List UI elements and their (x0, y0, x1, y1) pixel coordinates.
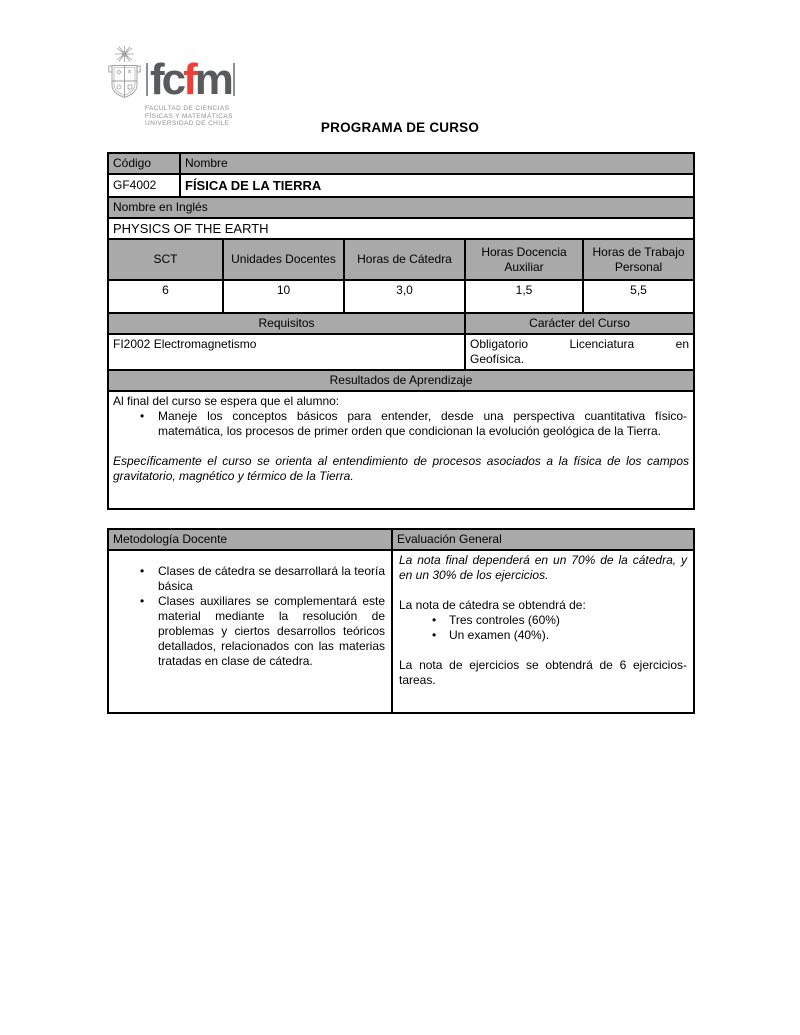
evaluacion-content-cell (392, 550, 694, 713)
wordmark-m: m (194, 55, 231, 104)
bullet-item (432, 613, 685, 628)
credit-header-cell-sct: SCT (108, 239, 223, 280)
codigo-label-cell: Código (108, 153, 180, 174)
eval-catedra-intro: La nota de cátedra se obtendrá de: (399, 598, 586, 612)
requisitos-label-cell: Requisitos (108, 313, 465, 334)
credit-header-cell-catedra: Horas de Cátedra (344, 239, 465, 280)
metodologia-header-cell: Metodología Docente (108, 529, 392, 550)
bullet-item (140, 409, 687, 439)
methodology-evaluation-table (107, 528, 695, 714)
metodologia-bullet1-text: Clases de cátedra se desarrollará la teoría básica (158, 564, 385, 593)
nombre-label-cell: Nombre (180, 153, 694, 174)
resultados-content-cell (108, 391, 694, 509)
english-value-cell: PHYSICS OF THE EARTH (108, 218, 694, 239)
logo-top (108, 45, 268, 104)
credit-header-cell-personal: Horas de Trabajo Personal (583, 239, 694, 280)
fcfm-logo (108, 45, 268, 128)
caracter-label-cell: Carácter del Curso (465, 313, 694, 334)
bullet-item (140, 594, 385, 669)
logo-subtext-line2: FÍSICAS Y MATEMÁTICAS (145, 112, 233, 120)
wordmark-left-bar (146, 63, 148, 96)
eval-bullet-list (432, 613, 685, 643)
bullet-marker: • (432, 613, 437, 627)
caracter-value-cell (465, 334, 694, 370)
credit-value-cell-personal: 5,5 (583, 280, 694, 313)
evaluacion-header-cell: Evaluación General (392, 529, 694, 550)
metodologia-bullet-list (140, 564, 385, 669)
bullet-marker: • (140, 564, 145, 578)
eval-bullet1-text: Tres controles (60%) (449, 613, 560, 627)
bullet-marker: • (432, 628, 437, 642)
resultados-bullet-list (140, 409, 687, 439)
eval-ejercicios: La nota de ejercicios se obtendrá de 6 ejercicios-tareas. (399, 658, 687, 687)
resultados-intro: Al final del curso se espera que el alumno: (113, 394, 340, 408)
metodologia-content-cell (108, 550, 392, 713)
course-table (107, 152, 695, 510)
wordmark-text (150, 55, 231, 104)
wordmark-fc: fc (150, 55, 184, 104)
logo-subtext-line3: UNIVERSIDAD DE CHILE (145, 120, 230, 127)
eval-bullet2-text: Un examen (40%). (449, 628, 550, 642)
credit-value-cell-sct: 6 (108, 280, 223, 313)
universidad-de-chile-crest-icon (108, 45, 141, 99)
credit-value-cell-catedra: 3,0 (344, 280, 465, 313)
requisitos-value-cell: FI2002 Electromagnetismo (108, 334, 465, 370)
eval-note: La nota final dependerá en un 70% de la cátedra, y en un 30% de los ejercicios. (399, 553, 687, 582)
credit-header-cell-unidades: Unidades Docentes (223, 239, 344, 280)
caracter-value-line1: Obligatorio Licenciatura en (470, 337, 690, 351)
wordmark-red-f: f (183, 55, 195, 104)
metodologia-bullet2-text: Clases auxiliares se complementará este material mediante la resolución de problemas y ciertos desarrollos teóricos detallados, relacionados con las materias tratadas en clase de cátedra. (158, 594, 385, 668)
bullet-marker: • (140, 409, 145, 423)
fcfm-wordmark (146, 55, 235, 104)
credit-value-cell-unidades: 10 (223, 280, 344, 313)
caracter-value-line2: Geofísica. (470, 352, 525, 366)
bullet-item (140, 564, 385, 594)
credit-header-cell-auxiliar: Horas Docencia Auxiliar (465, 239, 583, 280)
wordmark-right-bar (233, 63, 235, 96)
nombre-value-cell: FÍSICA DE LA TIERRA (180, 174, 694, 197)
resultados-bullet-text: Maneje los conceptos básicos para entender, desde una perspectiva cuantitativa físico-matemática, los procesos de primer orden que condicionan la evolución geológica de la Tierra. (158, 409, 688, 438)
credit-value-cell-auxiliar: 1,5 (465, 280, 583, 313)
resultados-header-cell: Resultados de Aprendizaje (108, 370, 694, 391)
bullet-item (432, 628, 685, 643)
english-label-cell: Nombre en Inglés (108, 197, 694, 218)
bullet-marker: • (140, 594, 145, 608)
logo-subtext-line1: FACULTAD DE CIENCIAS (145, 105, 230, 112)
codigo-value-cell: GF4002 (108, 174, 180, 197)
resultados-note: Específicamente el curso se orienta al entendimiento de procesos asociados a la física de los campos gravitatorio, magnético y térmico de la Tierra. (113, 454, 690, 483)
page-title: PROGRAMA DE CURSO (320, 120, 480, 135)
